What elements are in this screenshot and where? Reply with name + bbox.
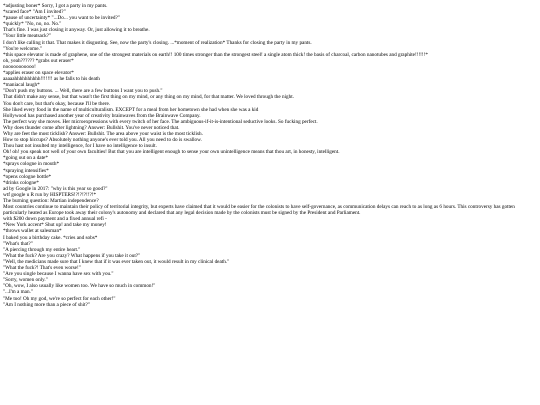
text-line: "...I'm a man." [3,289,33,296]
text-line: *applies eraser on space elevator* [3,70,74,77]
text-line: Most countries continue to maintain their policy of territorial integrity, but experts have claimed that it would be easier for the colonists to have self-governance, as communication delays can reach to as long as 6 hours. This controversy has gotten particularly heated as Europe took away their colony's autonomy and declared that any legal decision made by the colonists must be signed by the President and Parliament. [3,204,515,217]
text-line: "You're welcome." [3,45,42,52]
text-line: "Well, the medicians made sure that I knew that if it was ever taken out, it would result in my clinical death." [3,258,230,265]
text-line: *maniacal laugh* [3,82,40,89]
text-line: *throws wallet at salesman* [3,228,62,235]
text-line: *scared face* "Am I invited?" [3,9,66,16]
text-line: I don't like calling it that. That makes it disgusting. See, now the party's closing. ...*moment of realization* Thanks for closing the party in my pants. [3,39,312,46]
text-line: "Oh, wow, I also usually like women too. We have so much in common!" [3,283,156,290]
text-line: *opens cologne bottle* [3,173,52,180]
text-line: *pause of uncertainty* "...Do... you want to be invited?" [3,15,120,22]
text-line: *this space elevator is made of graphene, one of the strongest materials on earth!! 100 times stronger than the strongest steel! a single atom thick! the basis of charcoal, carbon nanotubes and graphite!!!!!!* [3,51,428,58]
text-line: "What the fuck?! That's even worse!" [3,265,81,272]
text-line: How to stop hiccups? Absolutely nothing anyone's ever told you. All you need to do is swallow. [3,137,202,144]
text-line: "Your little meatsack?" [3,33,52,40]
text-line: nooooooooooo! [3,63,36,70]
text-line: *sprays cologne in mouth* [3,161,60,168]
text-line: *spraying intensifies* [3,167,49,174]
text-line: "Don't push my buttons. ... Well, there are a few buttons I want you to push." [3,88,163,95]
text-line: She liked every food in the name of multiculturalism. EXCEPT for a meal from her hometown she had when she was a kid [3,106,259,113]
text-line: "A piercing through my entire heart." [3,246,81,253]
text-line: *going out on a date* [3,155,48,162]
text-line: "Am I nothing more than a piece of shit?" [3,301,90,308]
text-line: "What the fuck? Are you crazy? What happens if you take it out?" [3,252,141,259]
text-line: Hollywood has purchased another year of creativity brainwaves from the Brainwave Company. [3,112,201,119]
text-line: "Me too! Oh my god, we're so perfect for each other!" [3,295,116,302]
text-line: That didn't make any sense, but that wasn't the first thing on my mind, or any thing on my mind, for that matter. We loved through the night. [3,94,294,101]
text-line: *drinks cologne* [3,179,39,186]
text-line: That's fine. I was just closing it anyway. Or, just allowing it to breathe. [3,27,150,34]
text-line: *adjusting boner* Sorry, I got a party in my pants. [3,3,108,9]
text-line: *New York accent* Shut up! and take my money! [3,222,107,229]
text-line: wtf google u R run by HISPTERS!?!?!?!!?!* [3,191,97,198]
text-line: Why does thunder come after lightning? Answer: Bullshit. You've never noticed that. [3,124,180,131]
text-line: The burning question: Martian independence? [3,198,99,204]
text-line: "What's that?" [3,240,33,247]
text-line: oh, yeah?????? *grabs out eraser* [3,57,74,64]
text-line: Oh! oh! you speak not well of your own faculties! But that you are intelligent enough to sense your own unintelligence means that thou art, in honesty, intelligent. [3,149,340,156]
text-line: aaaaahhhhhhhhhh!!!!!!! as he falls to his death [3,76,100,83]
text-line: The perfect way she moves. Her microexpressions with every twitch of her face. The ambiguous-if-it-is-intentional seductive looks. So fucking perfect. [3,118,318,125]
text-line: *quickly* "No, no, no. No." [3,21,62,28]
text-line: with $200 down payment and a fixed annual refi - [3,216,107,223]
text-line: Why are feet the most ticklish? Answer: Bullshit. The area above your waist is the most ticklish. [3,130,203,137]
text-line: You don't care, but that's okay, because I'll be there. [3,100,111,107]
text-line: ad by Google in 2017: "why is this year so good?" [3,185,108,192]
text-line: "Are you single because I wanna have sex with you." [3,271,114,278]
text-line: Thou hast not insulted my intelligence, for I have no intelligence to insult. [3,143,157,150]
text-line: "Sorry, women only." [3,277,48,284]
text-line: I baked you a birthday cake. *cries and sobs* [3,234,98,241]
